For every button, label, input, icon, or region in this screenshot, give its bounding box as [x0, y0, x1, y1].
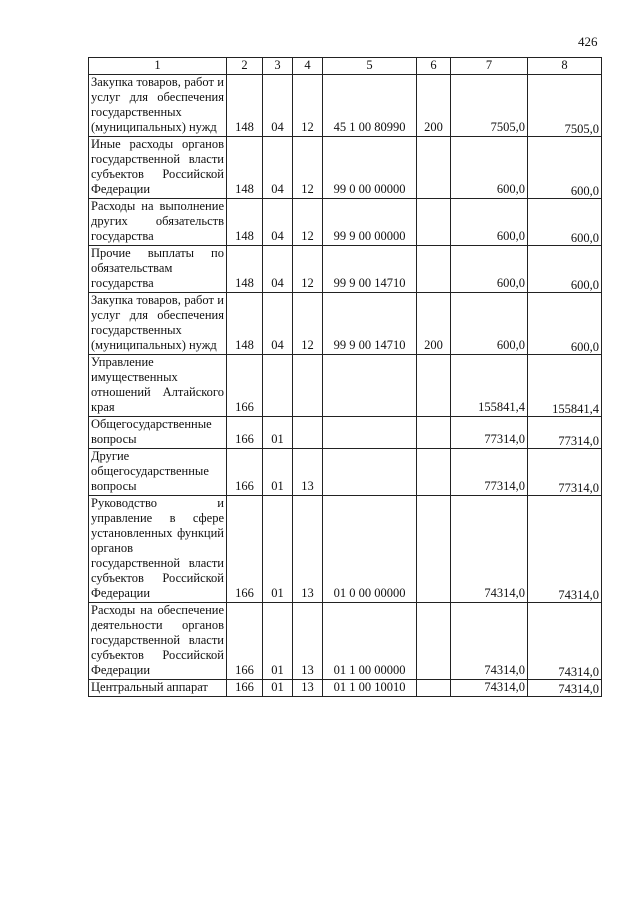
cell-col-6	[417, 680, 451, 697]
cell-col-6	[417, 355, 451, 417]
cell-col-3: 04	[263, 199, 293, 246]
cell-col-2: 166	[227, 603, 263, 680]
cell-col-8: 600,0	[528, 248, 602, 295]
cell-col-5: 99 9 00 00000	[323, 199, 417, 246]
cell-col-4: 12	[293, 137, 323, 199]
row-name-cell: Другие общегосударственные вопросы	[89, 449, 227, 496]
table-row	[89, 496, 602, 603]
table-row	[89, 417, 602, 449]
cell-col-7: 74314,0	[451, 603, 528, 680]
table-row	[89, 449, 602, 496]
cell-col-7: 600,0	[451, 137, 528, 199]
row-name-cell: Закупка товаров, работ и услуг для обеспечения государственных (муниципальных) нужд	[89, 293, 227, 355]
cell-col-6: 200	[417, 293, 451, 355]
cell-col-2: 166	[227, 496, 263, 603]
cell-col-7: 77314,0	[451, 417, 528, 449]
row-name-cell: Центральный аппарат	[89, 680, 227, 697]
cell-col-2: 148	[227, 137, 263, 199]
cell-col-8: 155841,4	[528, 357, 602, 419]
cell-col-6	[417, 417, 451, 449]
cell-col-4: 12	[293, 199, 323, 246]
row-name-cell: Иные расходы органов государственной власти субъектов Российской Федерации	[89, 137, 227, 199]
cell-col-8: 7505,0	[528, 77, 602, 139]
row-name-cell: Расходы на выполнение других обязательств государства	[89, 199, 227, 246]
cell-col-5: 99 0 00 00000	[323, 137, 417, 199]
budget-table	[88, 57, 602, 697]
cell-col-4: 13	[293, 603, 323, 680]
cell-col-7: 77314,0	[451, 449, 528, 496]
row-name-cell: Прочие выплаты по обязательствам государства	[89, 246, 227, 293]
cell-col-7: 600,0	[451, 293, 528, 355]
cell-col-7: 7505,0	[451, 75, 528, 137]
column-header: 7	[451, 58, 528, 75]
header-row	[89, 58, 602, 75]
cell-col-4	[293, 355, 323, 417]
column-header: 3	[263, 58, 293, 75]
cell-col-7: 600,0	[451, 199, 528, 246]
cell-col-5	[323, 417, 417, 449]
cell-col-8: 74314,0	[528, 682, 602, 699]
cell-col-8: 77314,0	[528, 419, 602, 451]
cell-col-4: 12	[293, 293, 323, 355]
cell-col-2: 148	[227, 246, 263, 293]
cell-col-3: 04	[263, 246, 293, 293]
cell-col-7: 600,0	[451, 246, 528, 293]
cell-col-3: 01	[263, 603, 293, 680]
cell-col-6	[417, 603, 451, 680]
column-header: 8	[528, 58, 602, 75]
cell-col-6	[417, 496, 451, 603]
cell-col-8: 600,0	[528, 295, 602, 357]
cell-col-6	[417, 246, 451, 293]
table-row	[89, 137, 602, 199]
cell-col-5: 01 1 00 10010	[323, 680, 417, 697]
table-row	[89, 293, 602, 355]
cell-col-6: 200	[417, 75, 451, 137]
cell-col-2: 148	[227, 199, 263, 246]
table-row	[89, 680, 602, 697]
table-row	[89, 75, 602, 137]
cell-col-4	[293, 417, 323, 449]
cell-col-3	[263, 355, 293, 417]
cell-col-2: 148	[227, 75, 263, 137]
row-name-cell: Руководство и управление в сфере установленных функций органов государственной власти субъектов Российской Федерации	[89, 496, 227, 603]
cell-col-3: 04	[263, 137, 293, 199]
cell-col-4: 12	[293, 246, 323, 293]
cell-col-3: 04	[263, 75, 293, 137]
cell-col-8: 74314,0	[528, 498, 602, 605]
cell-col-3: 01	[263, 417, 293, 449]
cell-col-6	[417, 449, 451, 496]
cell-col-5	[323, 355, 417, 417]
table-row	[89, 355, 602, 417]
cell-col-2: 166	[227, 449, 263, 496]
cell-col-7: 74314,0	[451, 496, 528, 603]
column-header: 1	[89, 58, 227, 75]
cell-col-5: 99 9 00 14710	[323, 293, 417, 355]
cell-col-2: 166	[227, 355, 263, 417]
row-name-cell: Общегосударственные вопросы	[89, 417, 227, 449]
cell-col-6	[417, 199, 451, 246]
cell-col-5	[323, 449, 417, 496]
cell-col-5: 99 9 00 14710	[323, 246, 417, 293]
cell-col-8: 77314,0	[528, 451, 602, 498]
cell-col-8: 600,0	[528, 139, 602, 201]
row-name-cell: Расходы на обеспечение деятельности органов государственной власти субъектов Российской Федерации	[89, 603, 227, 680]
row-name-cell: Управление имущественных отношений Алтайского края	[89, 355, 227, 417]
cell-col-6	[417, 137, 451, 199]
cell-col-2: 166	[227, 417, 263, 449]
cell-col-4: 12	[293, 75, 323, 137]
table-row	[89, 603, 602, 680]
cell-col-3: 01	[263, 449, 293, 496]
table-row	[89, 199, 602, 246]
cell-col-5: 45 1 00 80990	[323, 75, 417, 137]
cell-col-2: 148	[227, 293, 263, 355]
cell-col-4: 13	[293, 680, 323, 697]
cell-col-3: 04	[263, 293, 293, 355]
row-name-cell: Закупка товаров, работ и услуг для обеспечения государственных (муниципальных) нужд	[89, 75, 227, 137]
cell-col-4: 13	[293, 496, 323, 603]
cell-col-5: 01 1 00 00000	[323, 603, 417, 680]
table-row	[89, 246, 602, 293]
cell-col-3: 01	[263, 496, 293, 603]
column-header: 4	[293, 58, 323, 75]
cell-col-2: 166	[227, 680, 263, 697]
cell-col-5: 01 0 00 00000	[323, 496, 417, 603]
cell-col-8: 74314,0	[528, 605, 602, 682]
column-header: 5	[323, 58, 417, 75]
cell-col-3: 01	[263, 680, 293, 697]
cell-col-4: 13	[293, 449, 323, 496]
cell-col-7: 74314,0	[451, 680, 528, 697]
column-header: 6	[417, 58, 451, 75]
page-number: 426	[578, 34, 598, 49]
cell-col-7: 155841,4	[451, 355, 528, 417]
cell-col-8: 600,0	[528, 201, 602, 248]
column-header: 2	[227, 58, 263, 75]
